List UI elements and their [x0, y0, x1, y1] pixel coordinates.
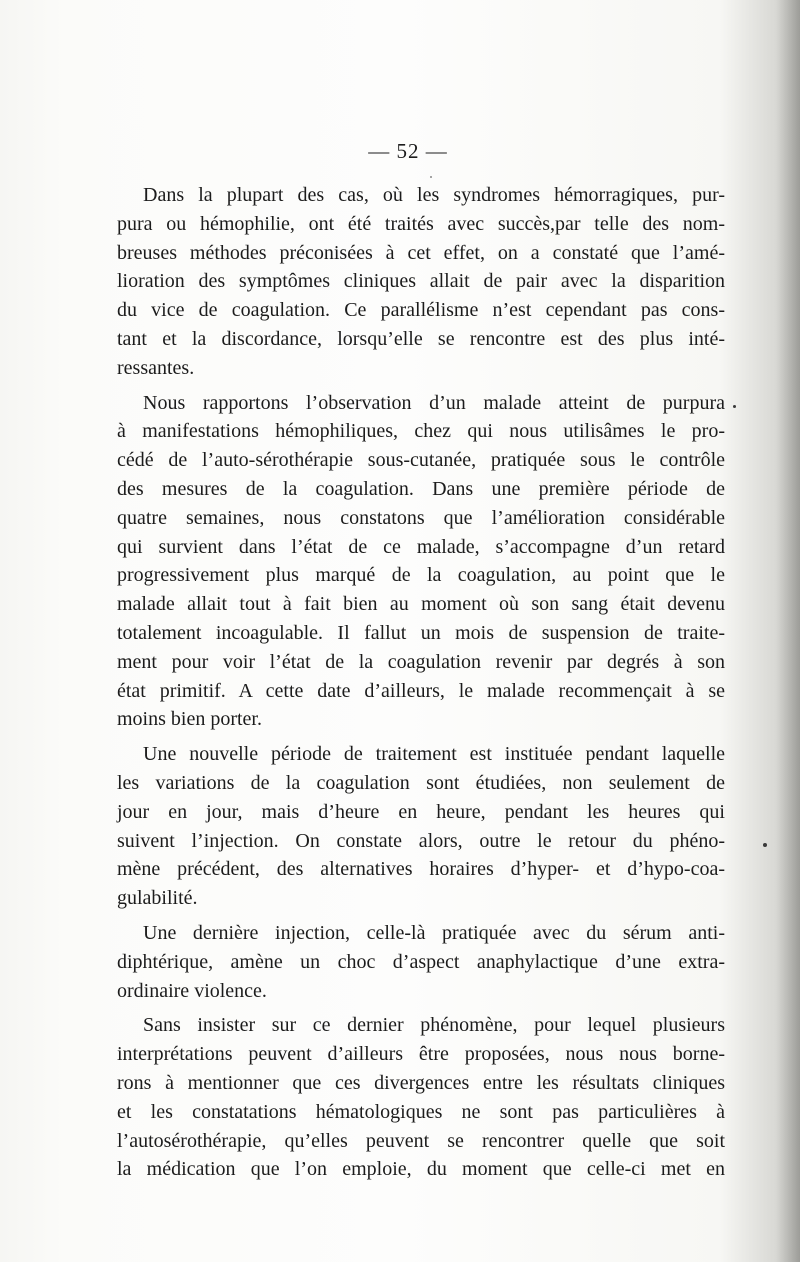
text-line: progressivement plus marqué de la coagulation, au point que le — [117, 564, 725, 587]
text-line: totalement incoagulable. Il fallut un mois de suspension de traite- — [117, 621, 725, 644]
paper-speck — [733, 405, 736, 408]
paragraph-3 — [117, 740, 725, 913]
paper-speck — [763, 843, 767, 847]
text-line: les variations de la coagulation sont étudiées, non seulement de — [117, 771, 725, 794]
text-line: l’autosérothérapie, qu’elles peuvent se rencontrer quelle que soit — [117, 1129, 725, 1152]
body-text — [117, 181, 725, 1190]
page-number: — 52 — — [368, 139, 448, 163]
text-line: Sans insister sur ce dernier phénomène, pour lequel plusieurs — [143, 1014, 725, 1037]
text-line: et les constatations hématologiques ne sont pas particulières à — [117, 1100, 725, 1123]
text-line: état primitif. A cette date d’ailleurs, le malade recommençait à se — [117, 679, 725, 702]
text-line: quatre semaines, nous constatons que l’amélioration considérable — [117, 506, 725, 529]
text-line: la médication que l’on emploie, du moment que celle-ci met en — [117, 1158, 725, 1181]
paper-speck — [430, 176, 432, 178]
text-line: Une nouvelle période de traitement est instituée pendant laquelle — [143, 743, 725, 766]
text-line: diphtérique, amène un choc d’aspect anaphylactique d’une extra- — [117, 950, 725, 973]
text-line: rons à mentionner que ces divergences entre les résultats cliniques — [117, 1071, 725, 1094]
text-line: ordinaire violence. — [117, 979, 267, 1002]
text-line: à manifestations hémophiliques, chez qui nous utilisâmes le pro- — [117, 420, 725, 443]
text-line: mène précédent, des alternatives horaires d’hyper- et d’hypo-coa- — [117, 858, 725, 881]
text-line: suivent l’injection. On constate alors, outre le retour du phéno- — [117, 829, 725, 852]
text-line: jour en jour, mais d’heure en heure, pendant les heures qui — [117, 800, 725, 823]
text-line: interprétations peuvent d’ailleurs être proposées, nous nous borne- — [117, 1043, 725, 1066]
paragraph-5 — [117, 1011, 725, 1184]
text-line: ment pour voir l’état de la coagulation revenir par degrés à son — [117, 650, 725, 673]
text-line: des mesures de la coagulation. Dans une première période de — [117, 477, 725, 500]
text-line: gulabilité. — [117, 887, 198, 910]
text-line: tant et la discordance, lorsqu’elle se rencontre est des plus inté- — [117, 327, 725, 350]
paragraph-2 — [117, 389, 725, 735]
text-line: Dans la plupart des cas, où les syndromes hémorragiques, pur- — [143, 184, 725, 206]
text-line: Une dernière injection, celle-là pratiquée avec du sérum anti- — [143, 921, 725, 944]
paragraph-4 — [117, 919, 725, 1005]
text-line: ressantes. — [117, 356, 195, 379]
text-line: du vice de coagulation. Ce parallélisme n’est cependant pas cons- — [117, 299, 725, 322]
text-line: lioration des symptômes cliniques allait de pair avec la disparition — [117, 270, 725, 293]
text-line: moins bien porter. — [117, 708, 262, 731]
text-line: Nous rapportons l’observation d’un malade atteint de purpura — [143, 391, 725, 414]
text-line: qui survient dans l’état de ce malade, s’accompagne d’un retard — [117, 535, 725, 558]
paragraph-1 — [117, 181, 725, 383]
text-line: cédé de l’auto-sérothérapie sous-cutanée, pratiquée sous le contrôle — [117, 449, 725, 472]
text-line: malade allait tout à fait bien au moment où son sang était devenu — [117, 593, 725, 616]
text-line: pura ou hémophilie, ont été traités avec succès,par telle des nom- — [117, 212, 725, 235]
text-line: breuses méthodes préconisées à cet effet, on a constaté que l’amé- — [117, 241, 725, 264]
